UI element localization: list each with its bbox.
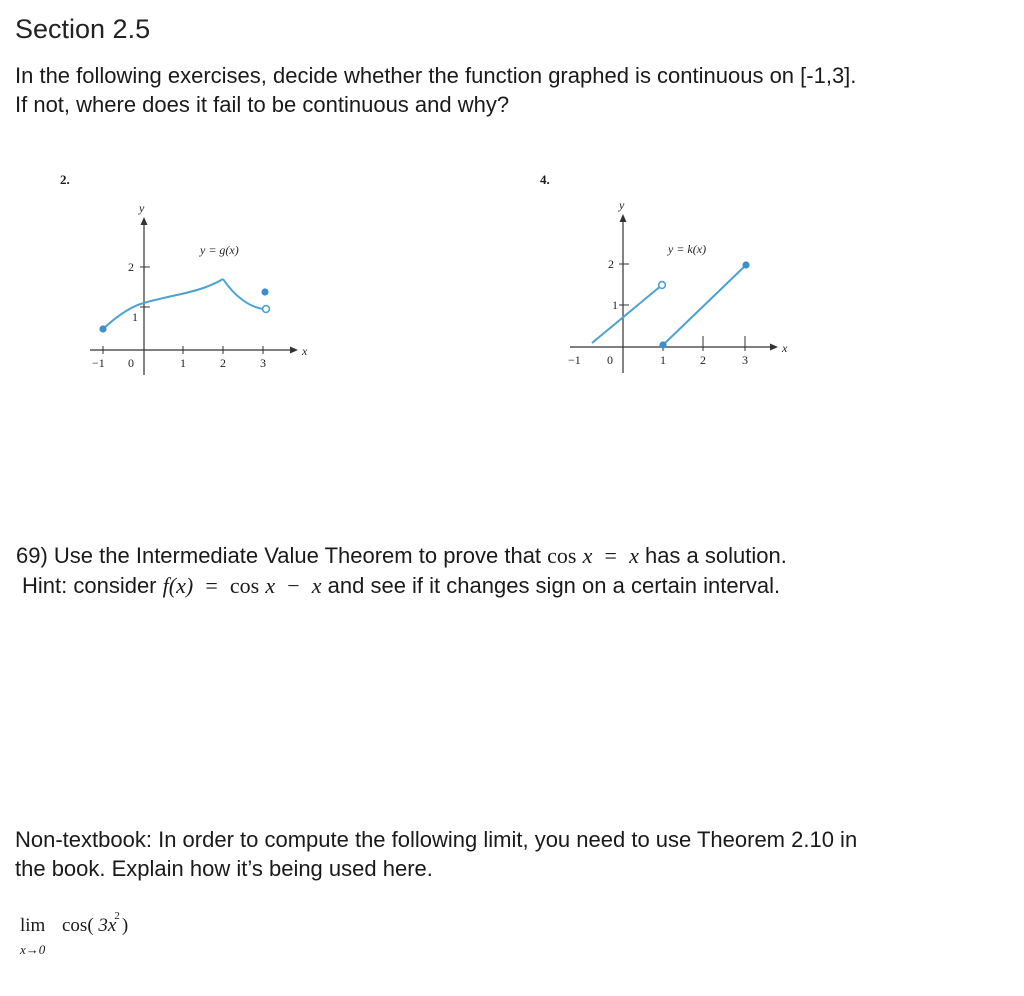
- g-x-arrow: [290, 347, 298, 354]
- hint-paren: (x): [168, 573, 194, 598]
- g-y-arrow: [141, 217, 148, 225]
- k-line-right: [663, 265, 746, 345]
- k-label-x-3: 3: [742, 353, 748, 367]
- g-label-x-1: 1: [180, 356, 186, 370]
- g-curve-right: [223, 279, 263, 309]
- k-function-label: y = k(x): [668, 242, 707, 256]
- graph-k: [560, 195, 800, 385]
- intro-line-2: If not, where does it fail to be continuous and why?: [15, 92, 510, 117]
- intro-line-1: In the following exercises, decide whether the function graphed is continuous on [-1,3].: [15, 63, 857, 88]
- hint-tail: and see if it changes sign on a certain interval.: [327, 573, 781, 598]
- problem-69-hint: [22, 571, 787, 601]
- section-title: Section 2.5: [15, 14, 151, 44]
- problem-69-x2: x: [629, 543, 639, 568]
- k-label-x-1: 1: [660, 353, 666, 367]
- k-point-end: [742, 261, 749, 268]
- g-point-filled-x3: [261, 288, 268, 295]
- g-axis-x-label: x: [302, 344, 308, 358]
- k-label-y-2: 2: [608, 257, 614, 271]
- hint-cos: cos: [229, 573, 260, 598]
- k-x-arrow: [770, 344, 778, 351]
- g-point-start: [99, 325, 106, 332]
- g-label-y-2: 2: [128, 260, 134, 274]
- g-label-y-1: 1: [132, 310, 138, 324]
- g-point-open-x3: [263, 306, 270, 313]
- k-label-x-2: 2: [700, 353, 706, 367]
- exercise-2-number: 2.: [60, 172, 70, 187]
- k-label-y-1: 1: [612, 298, 618, 312]
- k-y-arrow: [620, 214, 627, 222]
- limit-cos: cos(: [62, 915, 94, 936]
- limit-body: [62, 910, 129, 937]
- k-label-x--1: −1: [568, 353, 581, 367]
- hint-x1: x: [265, 573, 276, 598]
- exercise-4-number: 4.: [540, 172, 550, 187]
- problem-69-x1: x: [582, 543, 593, 568]
- problem-69: [16, 541, 787, 601]
- problem-69-line-1: [16, 541, 787, 571]
- limit-close: ): [121, 915, 129, 936]
- hint-equals: =: [205, 573, 218, 598]
- problem-69-cos: cos: [547, 543, 577, 568]
- hint-minus: −: [287, 573, 300, 598]
- k-point-filled-x1: [659, 341, 666, 348]
- intro-paragraph: [15, 61, 856, 119]
- limit-lim: lim: [20, 915, 46, 936]
- graph-g: [80, 195, 320, 385]
- g-curve-left: [103, 279, 223, 329]
- g-axis-y-label: y: [139, 201, 145, 215]
- limit-exponent: 2: [114, 910, 120, 922]
- nontextbook-line-2: the book. Explain how it’s being used here.: [15, 856, 433, 881]
- k-line-left: [592, 285, 662, 343]
- k-axis-x-label: x: [782, 341, 788, 355]
- limit-subscript: x→0: [20, 942, 46, 957]
- nontextbook-line-1: Non-textbook: In order to compute the following limit, you need to use Theorem 2.10 in: [15, 827, 858, 852]
- limit-arg: 3x: [98, 915, 117, 936]
- g-label-x--1: −1: [92, 356, 105, 370]
- nontextbook-paragraph: [15, 825, 857, 883]
- g-function-label: y = g(x): [200, 243, 239, 257]
- g-label-x-2: 2: [220, 356, 226, 370]
- problem-69-lead: 69) Use the Intermediate Value Theorem to prove that: [16, 543, 542, 568]
- k-label-x-0: 0: [607, 353, 613, 367]
- g-label-x-0: 0: [128, 356, 134, 370]
- hint-lead: Hint: consider: [22, 573, 157, 598]
- g-label-x-3: 3: [260, 356, 266, 370]
- problem-69-equals: =: [604, 543, 617, 568]
- k-point-open-x1: [659, 282, 666, 289]
- hint-f: f: [162, 573, 169, 598]
- k-axis-y-label: y: [619, 198, 625, 212]
- hint-x2: x: [311, 573, 322, 598]
- problem-69-tail: has a solution.: [644, 543, 787, 568]
- limit-expression: [20, 910, 129, 957]
